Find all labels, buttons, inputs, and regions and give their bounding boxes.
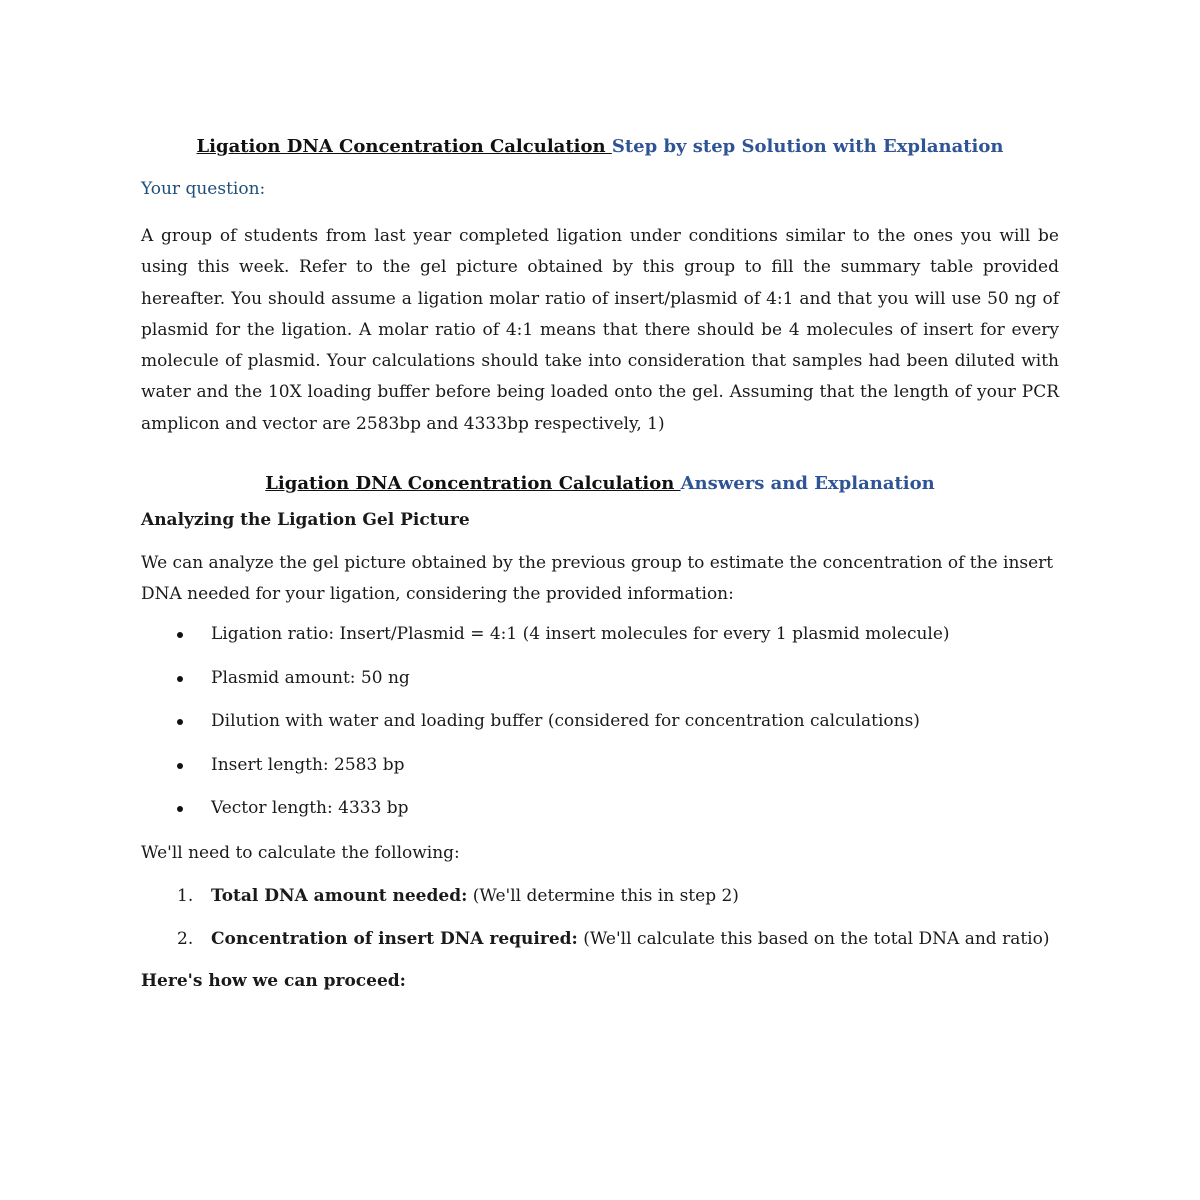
list-item <box>141 794 1059 822</box>
answers-title-main-text: Ligation DNA Concentration Calculation <box>265 473 681 495</box>
item-number: 2. <box>177 928 194 949</box>
item-lead: Total DNA amount needed: <box>211 885 468 906</box>
bullet-icon <box>177 719 183 725</box>
item-lead: Concentration of insert DNA required: <box>211 928 578 949</box>
list-item-text: Ligation ratio: Insert/Plasmid = 4:1 (4 insert molecules for every 1 plasmid molecule) <box>211 624 950 645</box>
numbered-item <box>141 924 1059 955</box>
document-title <box>141 133 1059 161</box>
item-text: (We'll calculate this based on the total DNA and ratio) <box>577 928 1050 949</box>
question-paragraph: A group of students from last year completed ligation under conditions similar to the ones you will be using this week. Refer to the gel picture obtained by this group to fill the summary table provided hereafter. You should assume a ligation molar ratio of insert/plasmid of 4:1 and that you will use 50 ng of plasmid for the ligation. A molar ratio of 4:1 means that there should be 4 molecules of insert for every molecule of plasmid. Your calculations should take into consideration that samples had been diluted with water and the 10X loading buffer before being loaded onto the gel. Assuming that the length of your PCR amplicon and vector are 2583bp and 4333bp respectively, 1) <box>141 226 1059 434</box>
numbered-item <box>141 881 1059 912</box>
question-label: Your question: <box>141 179 266 199</box>
answers-title <box>141 470 1059 498</box>
calc-intro-text: We'll need to calculate the following: <box>141 842 460 863</box>
calculation-steps-list <box>141 881 1059 955</box>
list-item-text: Vector length: 4333 bp <box>211 798 409 819</box>
answers-title-accent-text: Answers and Explanation <box>680 473 935 495</box>
proceed-heading: Here's how we can proceed: <box>141 970 406 991</box>
list-item-text: Insert length: 2583 bp <box>211 754 405 775</box>
section-heading-analyzing: Analyzing the Ligation Gel Picture <box>141 510 470 531</box>
intro-paragraph: We can analyze the gel picture obtained by the previous group to estimate the concentration of the insert DNA needed for your ligation, considering the provided information: <box>141 553 1054 605</box>
list-item <box>141 751 1059 779</box>
title-accent-text: Step by step Solution with Explanation <box>611 136 1004 157</box>
given-info-list <box>141 620 1059 822</box>
title-main-text: Ligation DNA Concentration Calculation <box>196 136 612 157</box>
list-item-text: Plasmid amount: 50 ng <box>211 667 410 688</box>
list-item-text: Dilution with water and loading buffer (considered for concentration calculations) <box>211 711 920 732</box>
list-item <box>141 664 1059 692</box>
list-item <box>141 707 1059 735</box>
list-item <box>141 620 1059 648</box>
bullet-icon <box>177 632 183 638</box>
item-text: (We'll determine this in step 2) <box>467 885 739 906</box>
bullet-icon <box>177 676 183 682</box>
bullet-icon <box>177 806 183 812</box>
item-number: 1. <box>177 885 194 906</box>
document-page <box>141 133 1059 995</box>
bullet-icon <box>177 763 183 769</box>
